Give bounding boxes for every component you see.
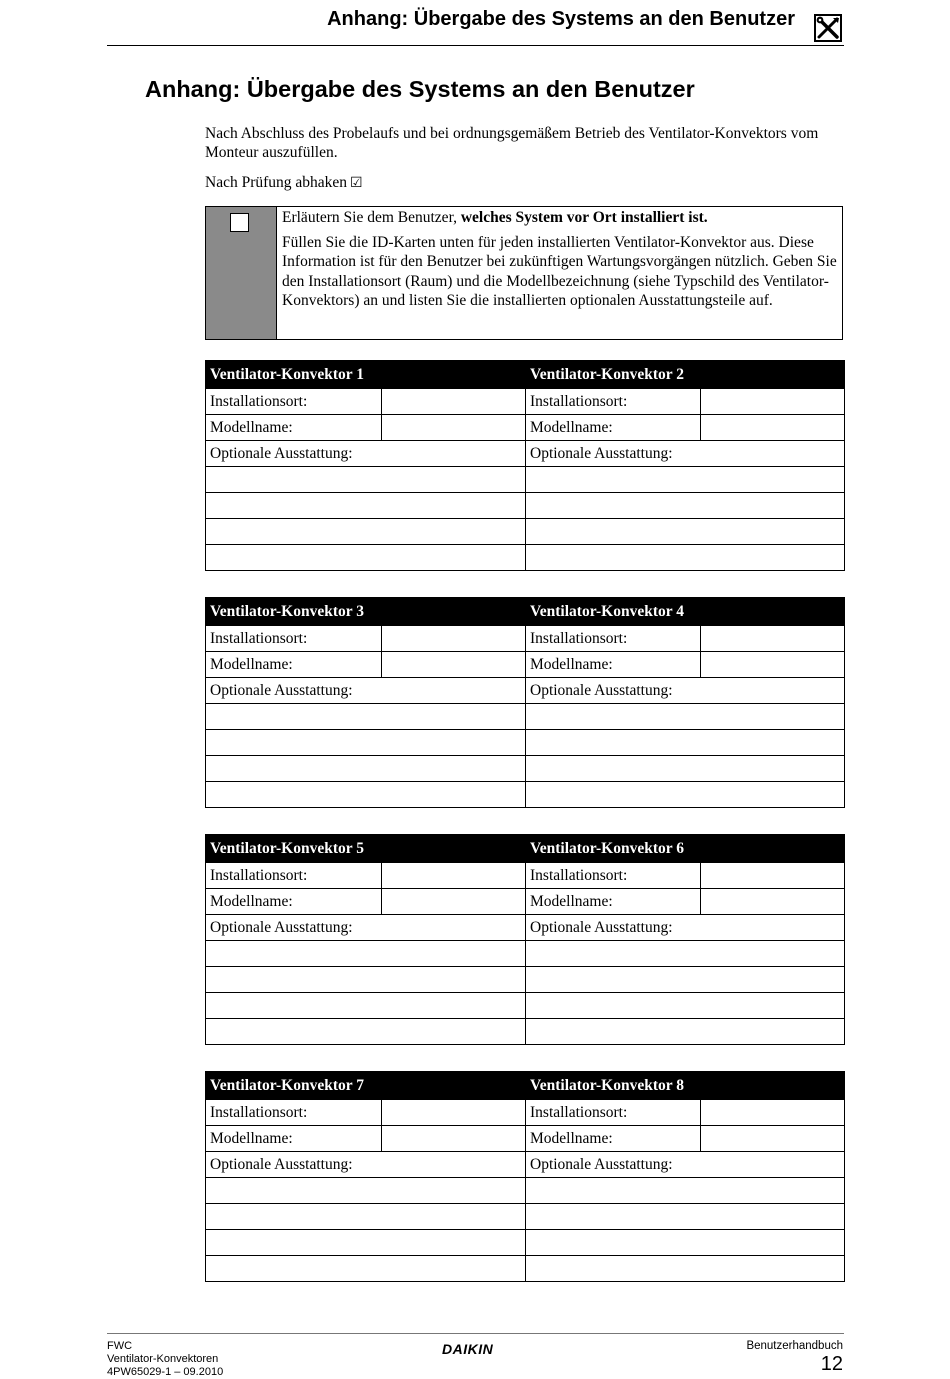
options-entry-row [206,1230,845,1256]
intro-text: Nach Abschluss des Probelaufs und bei ordnungsgemäßem Betrieb des Ventilator-Konvektors vom Monteur auszufüllen. [205,125,819,161]
card-header-row [206,598,845,626]
model-input[interactable] [701,652,845,678]
installation-label: Installationsort: [526,626,701,652]
options-input[interactable] [206,756,526,782]
checklist-marker-column [206,207,277,339]
options-input[interactable] [206,704,526,730]
model-label: Modellname: [526,1126,701,1152]
footer-divider [107,1333,844,1334]
id-card-table [205,597,845,808]
footer-product-name: Ventilator-Konvektoren [107,1353,219,1365]
card-title-left: Ventilator-Konvektor 7 [206,1072,526,1100]
options-label: Optionale Ausstattung: [526,915,845,941]
options-entry-row [206,730,845,756]
options-label: Optionale Ausstattung: [206,915,526,941]
handover-checklist-item [205,206,843,340]
card-title-right: Ventilator-Konvektor 6 [526,835,845,863]
options-input[interactable] [526,493,845,519]
model-input[interactable] [382,652,526,678]
checklist-line-1 [282,208,838,228]
options-input[interactable] [206,1230,526,1256]
footer-manual-info [746,1340,843,1375]
options-input[interactable] [206,493,526,519]
options-input[interactable] [526,941,845,967]
installation-row [206,626,845,652]
check-instruction [205,173,363,193]
model-input[interactable] [382,1126,526,1152]
checklist-instruction [282,208,838,311]
handover-checkbox[interactable] [230,213,249,232]
options-input[interactable] [206,730,526,756]
model-row [206,889,845,915]
options-input[interactable] [526,1178,845,1204]
options-entry-row [206,1204,845,1230]
installation-input[interactable] [701,863,845,889]
options-entry-row [206,467,845,493]
model-label: Modellname: [526,652,701,678]
options-input[interactable] [206,1019,526,1045]
options-label: Optionale Ausstattung: [526,1152,845,1178]
options-label: Optionale Ausstattung: [526,441,845,467]
page-number: 12 [820,1353,843,1375]
card-header-row [206,361,845,389]
options-input[interactable] [526,704,845,730]
options-input[interactable] [206,519,526,545]
footer-manual-name: Benutzerhandbuch [746,1340,843,1352]
options-input[interactable] [206,782,526,808]
options-entry-row [206,1178,845,1204]
options-label-row [206,1152,845,1178]
footer-document-info [107,1340,223,1379]
model-label: Modellname: [206,889,382,915]
installation-input[interactable] [701,1100,845,1126]
check-instruction-text: Nach Prüfung abhaken [205,174,348,191]
header-divider [107,45,844,46]
model-label: Modellname: [526,889,701,915]
options-entry-row [206,993,845,1019]
checklist-paragraph-2: Füllen Sie die ID-Karten unten für jeden installierten Ventilator-Konvektor aus. Diese Information ist für den Benutzer bei zukünftigen Wartungsvorgängen nützlich. Geben Sie den Installationsort (Raum) und die Modellbezeichnung (siehe Typschild des Ventilator-Konvektors) an und listen Sie die installierten optionalen Ausstattungsteile auf. [282,233,837,309]
options-label: Optionale Ausstattung: [206,678,526,704]
options-input[interactable] [206,993,526,1019]
options-input[interactable] [526,1256,845,1282]
installation-label: Installationsort: [526,863,701,889]
options-input[interactable] [206,967,526,993]
options-input[interactable] [526,467,845,493]
options-entry-row [206,704,845,730]
options-input[interactable] [526,1204,845,1230]
options-input[interactable] [206,467,526,493]
model-input[interactable] [701,1126,845,1152]
card-header-row [206,835,845,863]
checkbox-checked-icon: ☑ [350,175,363,191]
id-card-table [205,360,845,571]
checklist-line-1-prefix: Erläutern Sie dem Benutzer, [282,209,461,226]
installation-input[interactable] [701,626,845,652]
model-label: Modellname: [526,415,701,441]
model-row [206,1126,845,1152]
installation-row [206,863,845,889]
id-card-table [205,1071,845,1282]
options-entry-row [206,941,845,967]
installation-label: Installationsort: [206,863,382,889]
options-input[interactable] [206,941,526,967]
options-label-row [206,678,845,704]
options-input[interactable] [526,730,845,756]
options-entry-row [206,782,845,808]
model-input[interactable] [701,889,845,915]
options-input[interactable] [526,519,845,545]
checklist-line-1-bold: welches System vor Ort installiert ist. [460,209,708,226]
card-title-left: Ventilator-Konvektor 3 [206,598,526,626]
model-row [206,415,845,441]
options-entry-row [206,519,845,545]
options-input[interactable] [526,756,845,782]
footer-product-code: FWC [107,1340,133,1352]
card-header-row [206,1072,845,1100]
card-title-right: Ventilator-Konvektor 4 [526,598,845,626]
card-title-left: Ventilator-Konvektor 1 [206,361,526,389]
tools-icon [814,14,842,42]
options-input[interactable] [206,545,526,571]
daikin-logo: DAIKIN [442,1341,494,1357]
installation-input[interactable] [382,626,526,652]
options-label-row [206,915,845,941]
model-row [206,652,845,678]
options-label: Optionale Ausstattung: [206,1152,526,1178]
model-input[interactable] [382,889,526,915]
options-label: Optionale Ausstattung: [206,441,526,467]
options-input[interactable] [206,1178,526,1204]
running-header: Anhang: Übergabe des Systems an den Benutzer [327,8,795,30]
installation-label: Installationsort: [206,1100,382,1126]
model-input[interactable] [701,415,845,441]
installation-row [206,389,845,415]
card-title-right: Ventilator-Konvektor 2 [526,361,845,389]
footer-document-number: 4PW65029-1 – 09.2010 [107,1366,224,1378]
installation-label: Installationsort: [526,389,701,415]
installation-input[interactable] [382,863,526,889]
options-input[interactable] [206,1204,526,1230]
options-input[interactable] [526,1019,845,1045]
options-entry-row [206,493,845,519]
model-label: Modellname: [206,1126,382,1152]
options-input[interactable] [526,993,845,1019]
options-input[interactable] [526,967,845,993]
installation-label: Installationsort: [206,389,382,415]
options-entry-row [206,1019,845,1045]
options-input[interactable] [526,782,845,808]
installation-input[interactable] [382,389,526,415]
options-input[interactable] [526,545,845,571]
options-label-row [206,441,845,467]
installation-input[interactable] [701,389,845,415]
options-input[interactable] [526,1230,845,1256]
options-entry-row [206,967,845,993]
options-input[interactable] [206,1256,526,1282]
model-input[interactable] [382,415,526,441]
page-title: Anhang: Übergabe des Systems an den Benutzer [145,76,695,102]
options-entry-row [206,545,845,571]
installation-row [206,1100,845,1126]
installation-label: Installationsort: [206,626,382,652]
model-label: Modellname: [206,415,382,441]
options-entry-row [206,756,845,782]
model-label: Modellname: [206,652,382,678]
options-entry-row [206,1256,845,1282]
card-title-left: Ventilator-Konvektor 5 [206,835,526,863]
id-card-table [205,834,845,1045]
options-label: Optionale Ausstattung: [526,678,845,704]
card-title-right: Ventilator-Konvektor 8 [526,1072,845,1100]
installation-label: Installationsort: [526,1100,701,1126]
installation-input[interactable] [382,1100,526,1126]
